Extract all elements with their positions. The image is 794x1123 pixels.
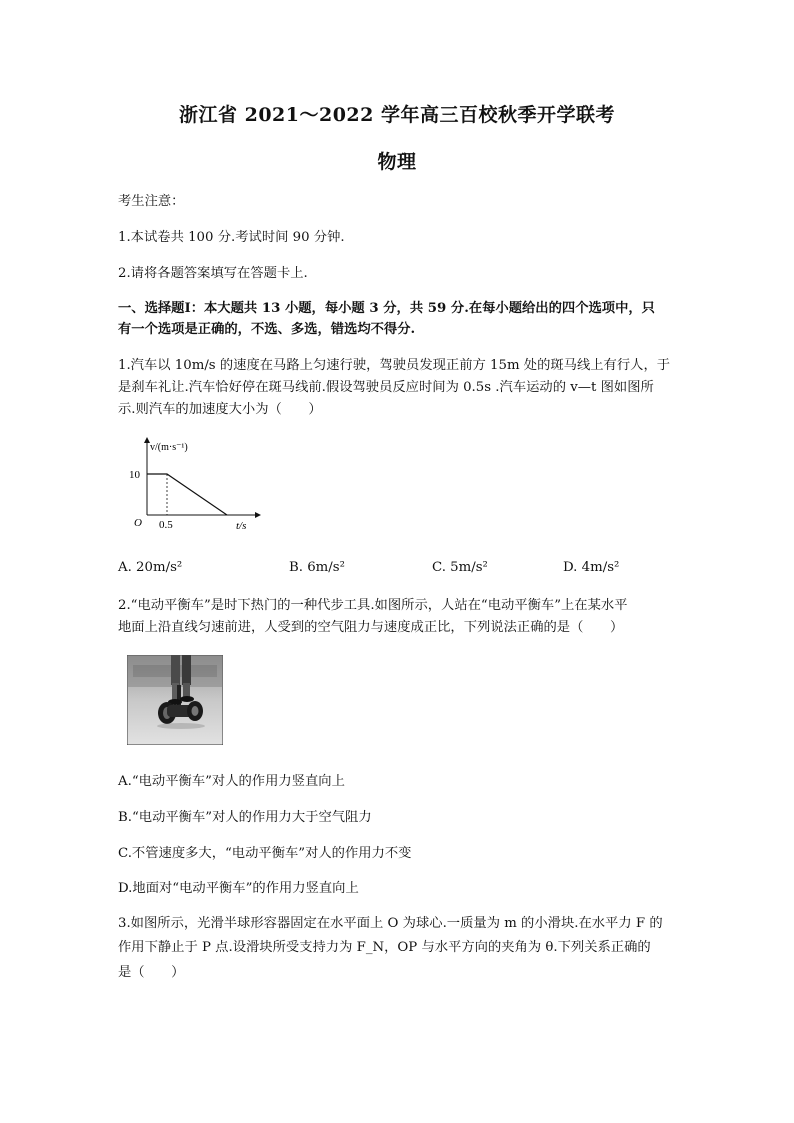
q3-line-1: 3.如图所示，光滑半球形容器固定在水平面上 O 为球心.一质量为 m 的小滑块.在水平力 F 的 [118, 916, 663, 931]
q2-option-c: C.不管速度多大，“电动平衡车”对人的作用力不变 [118, 846, 412, 861]
y-tick-10: 10 [129, 469, 140, 481]
balance-car-photo [127, 655, 223, 745]
q3-line-2: 作用下静止于 P 点.设滑块所受支持力为 F_N，OP 与水平方向的夹角为 θ.下列关系正确的 [118, 940, 651, 955]
x-tick-05: 0.5 [159, 519, 173, 531]
y-axis-label: v/(m·s⁻¹) [150, 442, 188, 453]
q3-line-3: 是（ ） [118, 965, 185, 980]
q1-option-a: A. 20m/s² [118, 560, 183, 575]
x-axis-label: t/s [236, 520, 247, 532]
exam-title: 浙江省 2021～2022 学年高三百校秋季开学联考 [179, 104, 615, 126]
q1-line-3: 示.则汽车的加速度大小为（ ） [118, 402, 322, 417]
q2-option-d: D.地面对“电动平衡车”的作用力竖直向上 [118, 881, 359, 896]
subject-title: 物理 [377, 151, 417, 173]
q1-option-d: D. 4m/s² [563, 560, 620, 575]
notice-heading: 考生注意： [118, 194, 185, 209]
section1-line-2: 有一个选项是正确的，不选、多选，错选均不得分. [118, 322, 416, 337]
q2-line-2: 地面上沿直线匀速前进，人受到的空气阻力与速度成正比，下列说法正确的是（ ） [118, 620, 624, 635]
q2-option-a: A.“电动平衡车”对人的作用力竖直向上 [118, 774, 345, 789]
notice-item-1: 1.本试卷共 100 分.考试时间 90 分钟. [118, 230, 345, 245]
q2-line-1: 2.“电动平衡车”是时下热门的一种代步工具.如图所示，人站在“电动平衡车”上在某水平 [118, 598, 628, 613]
q1-option-c: C. 5m/s² [432, 560, 488, 575]
velocity-line [147, 474, 227, 515]
vt-graph [120, 430, 270, 540]
q2-option-b: B.“电动平衡车”对人的作用力大于空气阻力 [118, 810, 372, 825]
q1-line-1: 1.汽车以 10m/s 的速度在马路上匀速行驶，驾驶员发现正前方 15m 处的斑马线上有行人，于 [118, 358, 671, 373]
notice-item-2: 2.请将各题答案填写在答题卡上. [118, 266, 308, 281]
q1-line-2: 是刹车礼让.汽车恰好停在斑马线前.假设驾驶员反应时间为 0.5s .汽车运动的 v—t 图如图所 [118, 380, 654, 395]
origin-label: O [134, 517, 142, 529]
section1-line-1: 一、选择题Ⅰ：本大题共 13 小题，每小题 3 分，共 59 分.在每小题给出的四个选项中，只 [118, 301, 655, 316]
q1-option-b: B. 6m/s² [289, 560, 345, 575]
